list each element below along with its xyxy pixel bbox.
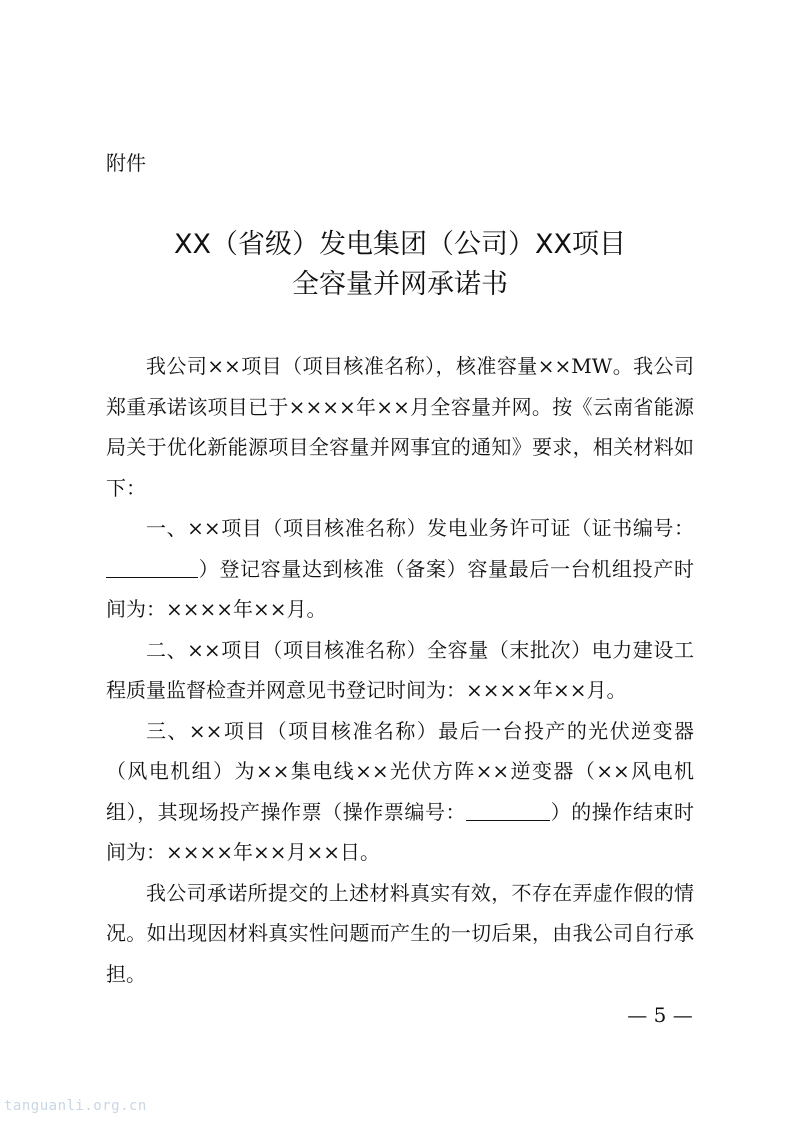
watermark-text: tanguanli.org.cn — [4, 1098, 147, 1114]
paragraph-item-1-text-a: 一、××项目（项目核准名称）发电业务许可证（证书编号： — [146, 516, 694, 540]
paragraph-item-3-text-b: ）的操作结束时间为：××××年××月××日。 — [106, 799, 695, 864]
page-number: — 5 — — [627, 1003, 693, 1027]
document-title-line-2: 全容量并网承诺书 — [292, 269, 508, 300]
operation-ticket-number-blank — [466, 800, 550, 821]
attachment-label: 附件 — [106, 151, 146, 175]
paragraph-item-1-text-b: ）登记容量达到核准（备案）容量最后一台机组投产时间为：××××年××月。 — [106, 556, 694, 621]
paragraph-item-3-text-a: 三、××项目（项目核准名称）最后一台投产的光伏逆变器（风电机组）为××集电线××光伏方阵××逆变器（××风电机组），其现场投产操作票（操作票编号： — [106, 718, 694, 824]
paragraph-item-1 — [106, 508, 694, 630]
certificate-number-blank — [106, 557, 198, 578]
document-body — [106, 346, 694, 994]
document-title-line-1: XX（省级）发电集团（公司）XX项目 — [174, 229, 626, 260]
paragraph-commitment: 我公司承诺所提交的上述材料真实有效，不存在弄虚作假的情况。如出现因材料真实性问题而产生的一切后果，由我公司自行承担。 — [106, 880, 694, 986]
paragraph-intro: 我公司××项目（项目核准名称），核准容量××MW。我公司郑重承诺该项目已于××××年××月全容量并网。按《云南省能源局关于优化新能源项目全容量并网事宜的通知》要求，相关材料如下： — [106, 354, 694, 500]
paragraph-item-2: 二、××项目（项目核准名称）全容量（末批次）电力建设工程质量监督检查并网意见书登记时间为：××××年××月。 — [106, 637, 694, 702]
paragraph-item-3 — [106, 711, 694, 873]
